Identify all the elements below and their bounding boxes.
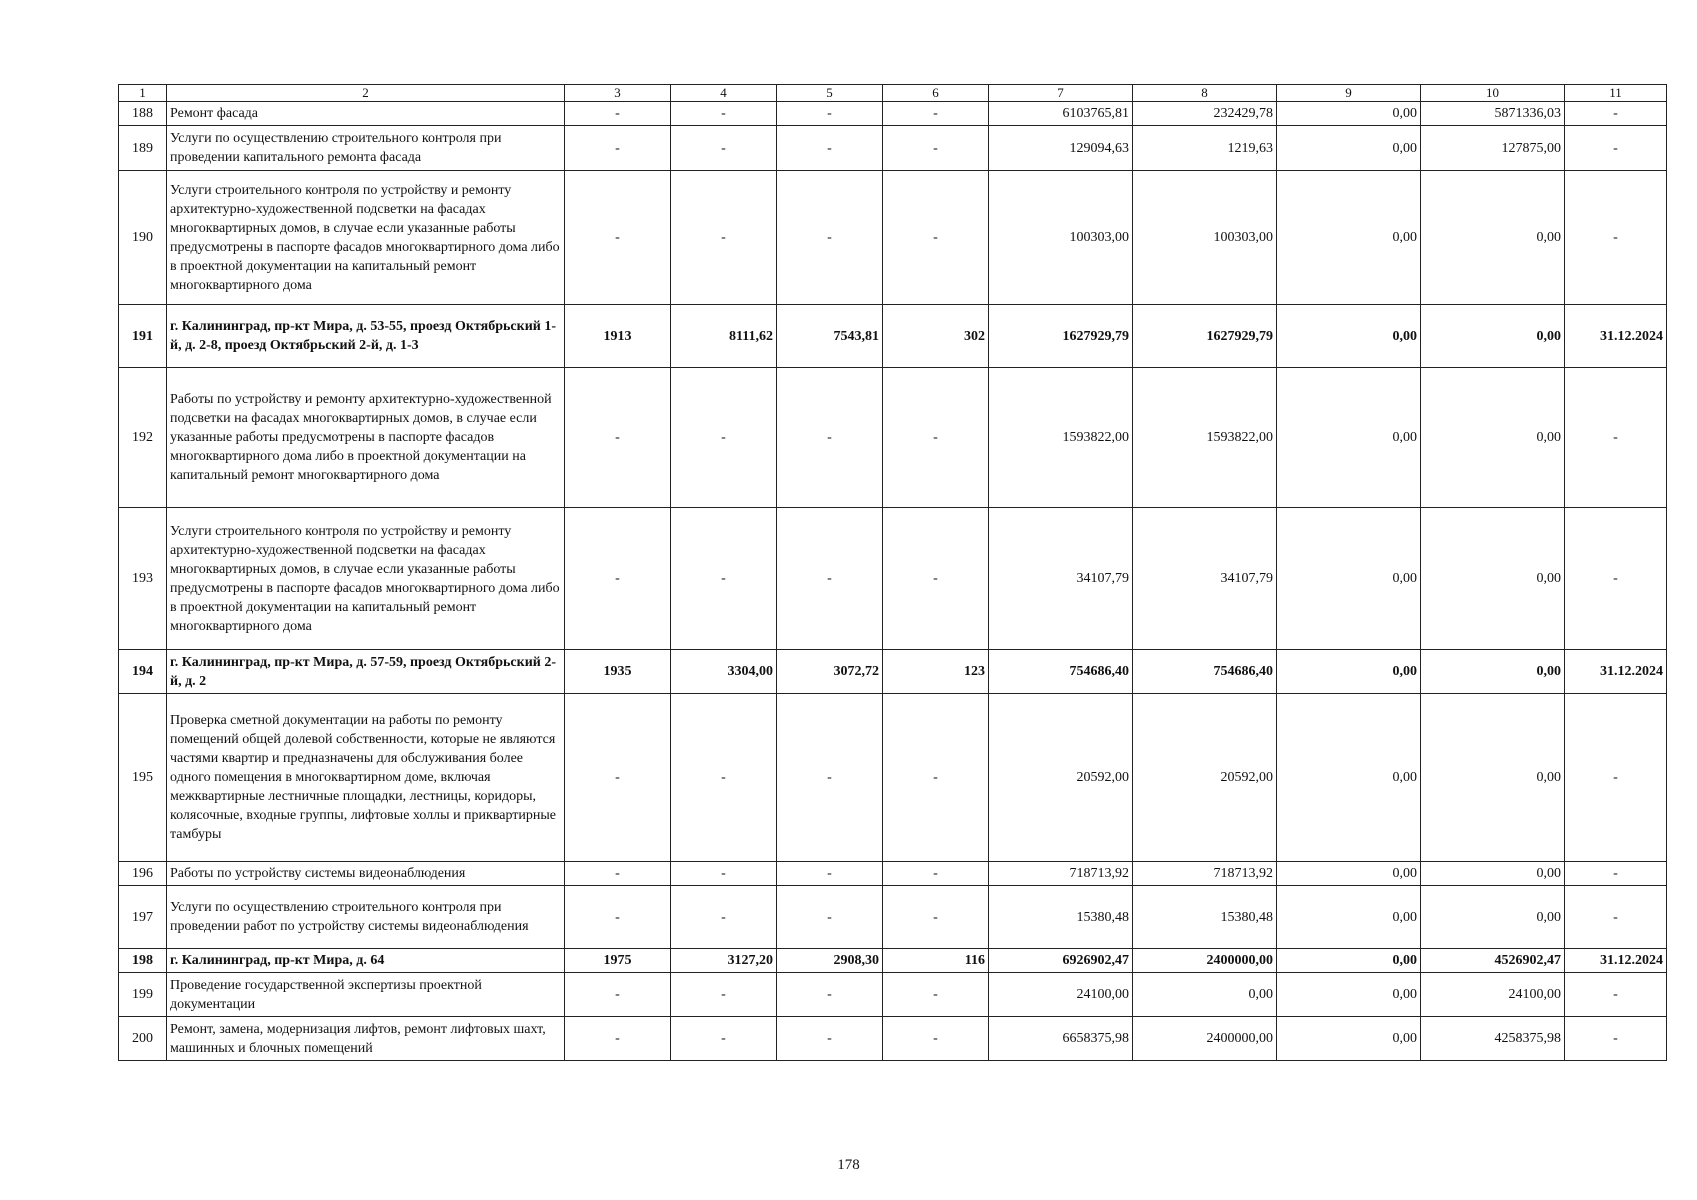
cell-col8: 1593822,00 [1133, 368, 1277, 508]
cell-col5: - [777, 508, 883, 650]
cell-col9: 0,00 [1277, 694, 1421, 862]
cell-col4: - [671, 368, 777, 508]
cell-col10: 5871336,03 [1421, 102, 1565, 126]
column-header: 11 [1565, 85, 1667, 102]
cell-col7: 754686,40 [989, 650, 1133, 694]
cell-col8: 100303,00 [1133, 171, 1277, 305]
cell-col7: 718713,92 [989, 862, 1133, 886]
cell-col11: - [1565, 126, 1667, 171]
cell-col11: - [1565, 862, 1667, 886]
cell-col6: - [883, 126, 989, 171]
cell-col5: 2908,30 [777, 949, 883, 973]
row-number: 191 [119, 305, 167, 368]
column-header: 2 [167, 85, 565, 102]
cell-col7: 1627929,79 [989, 305, 1133, 368]
cell-col7: 6103765,81 [989, 102, 1133, 126]
cell-col9: 0,00 [1277, 650, 1421, 694]
cell-col10: 0,00 [1421, 368, 1565, 508]
cell-col6: 123 [883, 650, 989, 694]
row-number: 200 [119, 1017, 167, 1061]
cell-col6: 302 [883, 305, 989, 368]
cell-col3: 1935 [565, 650, 671, 694]
cell-col11: - [1565, 368, 1667, 508]
table-row [119, 862, 1667, 886]
cell-col8: 1219,63 [1133, 126, 1277, 171]
cell-col6: - [883, 508, 989, 650]
cell-col3: - [565, 508, 671, 650]
cell-col5: - [777, 694, 883, 862]
table-row [119, 102, 1667, 126]
table-row-address [119, 305, 1667, 368]
cell-col11: 31.12.2024 [1565, 305, 1667, 368]
cell-col9: 0,00 [1277, 126, 1421, 171]
column-header: 1 [119, 85, 167, 102]
row-number: 189 [119, 126, 167, 171]
cell-col9: 0,00 [1277, 508, 1421, 650]
cell-col10: 0,00 [1421, 694, 1565, 862]
cell-col5: 3072,72 [777, 650, 883, 694]
cell-col10: 4526902,47 [1421, 949, 1565, 973]
row-description: Работы по устройству и ремонту архитектурно-художественной подсветки на фасадах многоквартирных домов, в случае если указанные работы предусмотрены в паспорте фасадов многоквартирного дома либо в проектной документации на капитальный ремонт многоквартирного дома [167, 368, 565, 508]
table-row [119, 368, 1667, 508]
table-row-address [119, 650, 1667, 694]
cell-col3: - [565, 102, 671, 126]
cell-col9: 0,00 [1277, 949, 1421, 973]
cell-col5: - [777, 973, 883, 1017]
cell-col4: - [671, 508, 777, 650]
cell-col3: 1913 [565, 305, 671, 368]
table-row [119, 1017, 1667, 1061]
cell-col5: - [777, 862, 883, 886]
cell-col11: - [1565, 886, 1667, 949]
cell-col6: - [883, 862, 989, 886]
column-header: 4 [671, 85, 777, 102]
row-number: 190 [119, 171, 167, 305]
cell-col10: 4258375,98 [1421, 1017, 1565, 1061]
row-number: 195 [119, 694, 167, 862]
cell-col11: - [1565, 1017, 1667, 1061]
cell-col4: 3127,20 [671, 949, 777, 973]
cell-col10: 0,00 [1421, 508, 1565, 650]
row-description: Ремонт, замена, модернизация лифтов, ремонт лифтовых шахт, машинных и блочных помещений [167, 1017, 565, 1061]
row-description: Проведение государственной экспертизы проектной документации [167, 973, 565, 1017]
row-number: 193 [119, 508, 167, 650]
cell-col10: 0,00 [1421, 862, 1565, 886]
cell-col11: 31.12.2024 [1565, 650, 1667, 694]
cell-col4: - [671, 862, 777, 886]
row-number: 194 [119, 650, 167, 694]
cell-col5: - [777, 126, 883, 171]
column-number-row [119, 85, 1667, 102]
cell-col3: - [565, 1017, 671, 1061]
cell-col11: - [1565, 171, 1667, 305]
table-row [119, 886, 1667, 949]
cell-col3: - [565, 886, 671, 949]
cell-col9: 0,00 [1277, 102, 1421, 126]
cell-col7: 24100,00 [989, 973, 1133, 1017]
cell-col10: 0,00 [1421, 171, 1565, 305]
cell-col8: 1627929,79 [1133, 305, 1277, 368]
cell-col3: - [565, 862, 671, 886]
row-number: 196 [119, 862, 167, 886]
cell-col5: 7543,81 [777, 305, 883, 368]
cell-col8: 15380,48 [1133, 886, 1277, 949]
cell-col10: 0,00 [1421, 650, 1565, 694]
cell-col8: 2400000,00 [1133, 949, 1277, 973]
cell-col7: 34107,79 [989, 508, 1133, 650]
data-table-container [118, 84, 1666, 1061]
cell-col7: 20592,00 [989, 694, 1133, 862]
cell-col5: - [777, 102, 883, 126]
cell-col8: 2400000,00 [1133, 1017, 1277, 1061]
cell-col10: 0,00 [1421, 886, 1565, 949]
cell-col9: 0,00 [1277, 862, 1421, 886]
cell-col7: 15380,48 [989, 886, 1133, 949]
cell-col10: 127875,00 [1421, 126, 1565, 171]
row-description: Работы по устройству системы видеонаблюдения [167, 862, 565, 886]
cell-col5: - [777, 368, 883, 508]
page-number: 178 [837, 1157, 860, 1173]
cell-col8: 718713,92 [1133, 862, 1277, 886]
cell-col11: - [1565, 508, 1667, 650]
cell-col8: 20592,00 [1133, 694, 1277, 862]
row-number: 199 [119, 973, 167, 1017]
cell-col8: 232429,78 [1133, 102, 1277, 126]
cell-col6: - [883, 886, 989, 949]
cell-col3: 1975 [565, 949, 671, 973]
column-header: 10 [1421, 85, 1565, 102]
cell-col11: 31.12.2024 [1565, 949, 1667, 973]
cell-col11: - [1565, 694, 1667, 862]
row-number: 192 [119, 368, 167, 508]
cell-col4: - [671, 102, 777, 126]
cell-col5: - [777, 1017, 883, 1061]
cell-col8: 754686,40 [1133, 650, 1277, 694]
table-row-address [119, 949, 1667, 973]
row-description: г. Калининград, пр-кт Мира, д. 53-55, проезд Октябрьский 1-й, д. 2-8, проезд Октябрьский 2-й, д. 1-3 [167, 305, 565, 368]
column-header: 9 [1277, 85, 1421, 102]
column-header: 5 [777, 85, 883, 102]
row-description: Ремонт фасада [167, 102, 565, 126]
cell-col11: - [1565, 102, 1667, 126]
column-header: 7 [989, 85, 1133, 102]
cell-col4: - [671, 171, 777, 305]
cell-col4: - [671, 1017, 777, 1061]
cell-col9: 0,00 [1277, 1017, 1421, 1061]
row-description: Услуги строительного контроля по устройству и ремонту архитектурно-художественной подсветки на фасадах многоквартирных домов, в случае если указанные работы предусмотрены в паспорте фасадов многоквартирного дома либо в проектной документации на капитальный ремонт многоквартирного дома [167, 508, 565, 650]
cell-col3: - [565, 171, 671, 305]
cell-col6: - [883, 368, 989, 508]
table-row [119, 171, 1667, 305]
cell-col9: 0,00 [1277, 886, 1421, 949]
cell-col9: 0,00 [1277, 368, 1421, 508]
cell-col6: - [883, 973, 989, 1017]
table-row [119, 973, 1667, 1017]
column-header: 6 [883, 85, 989, 102]
cell-col4: - [671, 126, 777, 171]
cell-col6: 116 [883, 949, 989, 973]
cell-col6: - [883, 694, 989, 862]
row-description: Услуги по осуществлению строительного контроля при проведении капитального ремонта фасада [167, 126, 565, 171]
row-description: Услуги по осуществлению строительного контроля при проведении работ по устройству системы видеонаблюдения [167, 886, 565, 949]
cell-col5: - [777, 886, 883, 949]
cell-col7: 6658375,98 [989, 1017, 1133, 1061]
row-description: Проверка сметной документации на работы по ремонту помещений общей долевой собственности, которые не являются частями квартир и предназначены для обслуживания более одного помещения в многоквартирном доме, включая межквартирные лестничные площадки, лестницы, коридоры, колясочные, входные группы, лифтовые холлы и приквартирные тамбуры [167, 694, 565, 862]
cell-col7: 1593822,00 [989, 368, 1133, 508]
cell-col4: - [671, 694, 777, 862]
cell-col3: - [565, 126, 671, 171]
cell-col6: - [883, 102, 989, 126]
cell-col7: 100303,00 [989, 171, 1133, 305]
cell-col6: - [883, 1017, 989, 1061]
cell-col8: 34107,79 [1133, 508, 1277, 650]
cell-col4: - [671, 973, 777, 1017]
row-number: 197 [119, 886, 167, 949]
cell-col10: 24100,00 [1421, 973, 1565, 1017]
row-number: 188 [119, 102, 167, 126]
cell-col9: 0,00 [1277, 973, 1421, 1017]
row-description: Услуги строительного контроля по устройству и ремонту архитектурно-художественной подсветки на фасадах многоквартирных домов, в случае если указанные работы предусмотрены в паспорте фасадов многоквартирного дома либо в проектной документации на капитальный ремонт многоквартирного дома [167, 171, 565, 305]
cell-col11: - [1565, 973, 1667, 1017]
cell-col3: - [565, 973, 671, 1017]
table-row [119, 694, 1667, 862]
row-description: г. Калининград, пр-кт Мира, д. 57-59, проезд Октябрьский 2-й, д. 2 [167, 650, 565, 694]
cell-col4: 3304,00 [671, 650, 777, 694]
cell-col9: 0,00 [1277, 171, 1421, 305]
cell-col7: 6926902,47 [989, 949, 1133, 973]
cell-col8: 0,00 [1133, 973, 1277, 1017]
cell-col4: - [671, 886, 777, 949]
data-table [118, 84, 1667, 1061]
cell-col10: 0,00 [1421, 305, 1565, 368]
column-header: 3 [565, 85, 671, 102]
cell-col5: - [777, 171, 883, 305]
cell-col6: - [883, 171, 989, 305]
cell-col7: 129094,63 [989, 126, 1133, 171]
table-row [119, 508, 1667, 650]
column-header: 8 [1133, 85, 1277, 102]
cell-col3: - [565, 368, 671, 508]
cell-col4: 8111,62 [671, 305, 777, 368]
table-row [119, 126, 1667, 171]
row-description: г. Калининград, пр-кт Мира, д. 64 [167, 949, 565, 973]
cell-col9: 0,00 [1277, 305, 1421, 368]
cell-col3: - [565, 694, 671, 862]
row-number: 198 [119, 949, 167, 973]
